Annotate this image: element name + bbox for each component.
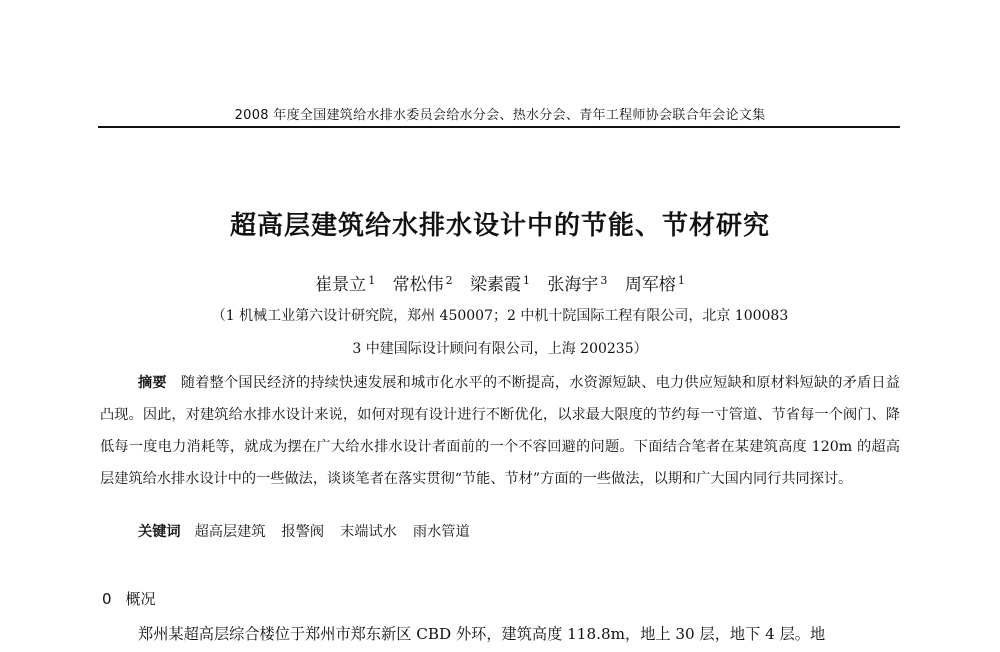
affiliation-line-2: 3 中建国际设计顾问有限公司，上海 200235） (352, 341, 648, 357)
keyword: 雨水管道 (412, 524, 470, 540)
header-rule (98, 126, 900, 128)
author-name: 崔景立 (315, 275, 367, 295)
author (470, 275, 530, 295)
author-affiliation-mark: 2 (445, 274, 453, 287)
affiliation-line-1: （1 机械工业第六设计研究院，郑州 450007；2 中机十院国际工程有限公司，北京 100083 (211, 308, 789, 324)
author-affiliation-mark: 3 (600, 274, 608, 287)
author (547, 275, 607, 295)
keyword: 报警阀 (281, 524, 325, 540)
author-name: 周军榕 (624, 275, 676, 295)
abstract (100, 367, 900, 495)
section-title: 概况 (125, 590, 156, 608)
author-name: 梁素霞 (470, 275, 521, 295)
abstract-label: 摘要 (138, 375, 167, 391)
paper-title: 超高层建筑给水排水设计中的节能、节材研究 (229, 211, 770, 241)
author (625, 275, 685, 295)
author-affiliation-mark: 1 (368, 274, 376, 287)
abstract-text: 随着整个国民经济的持续快速发展和城市化水平的不断提高，水资源短缺、电力供应短缺和原材料短缺的矛盾日益凸现。因此，对建筑给水排水设计来说，如何对现有设计进行不断优化，以求最大限度的节约每一寸管道、节省每一个阀门、降低每一度电力消耗等，就成为摆在广大给水排水设计者面前的一个不容回避的问题。下面结合笔者在某建筑高度 120m 的超高层建筑给水排水设计中的一些做法，谈谈笔者在落实贯彻“节能、节材”方面的一些做法，以期和广大国内同行共同探讨。 (100, 375, 900, 487)
author (393, 275, 453, 295)
keywords (100, 521, 900, 541)
section-heading (102, 588, 156, 609)
author (315, 275, 375, 295)
author-name: 常松伟 (392, 275, 444, 295)
author-affiliation-mark: 1 (523, 274, 530, 287)
author-name: 张海宇 (547, 275, 599, 295)
keyword: 末端试水 (340, 524, 397, 540)
keyword: 超高层建筑 (194, 524, 266, 540)
author-list (100, 270, 900, 295)
section-number: 0 (102, 590, 112, 608)
author-affiliation-mark: 1 (677, 274, 685, 287)
keywords-label: 关键词 (138, 524, 181, 540)
body-paragraph: 郑州某超高层综合楼位于郑州市郑东新区 CBD 外环，建筑高度 118.8m，地上 30 层，地下 4 层。地 (138, 625, 826, 643)
running-header: 2008 年度全国建筑给水排水委员会给水分会、热水分会、青年工程师协会联合年会论文集 (234, 108, 766, 123)
